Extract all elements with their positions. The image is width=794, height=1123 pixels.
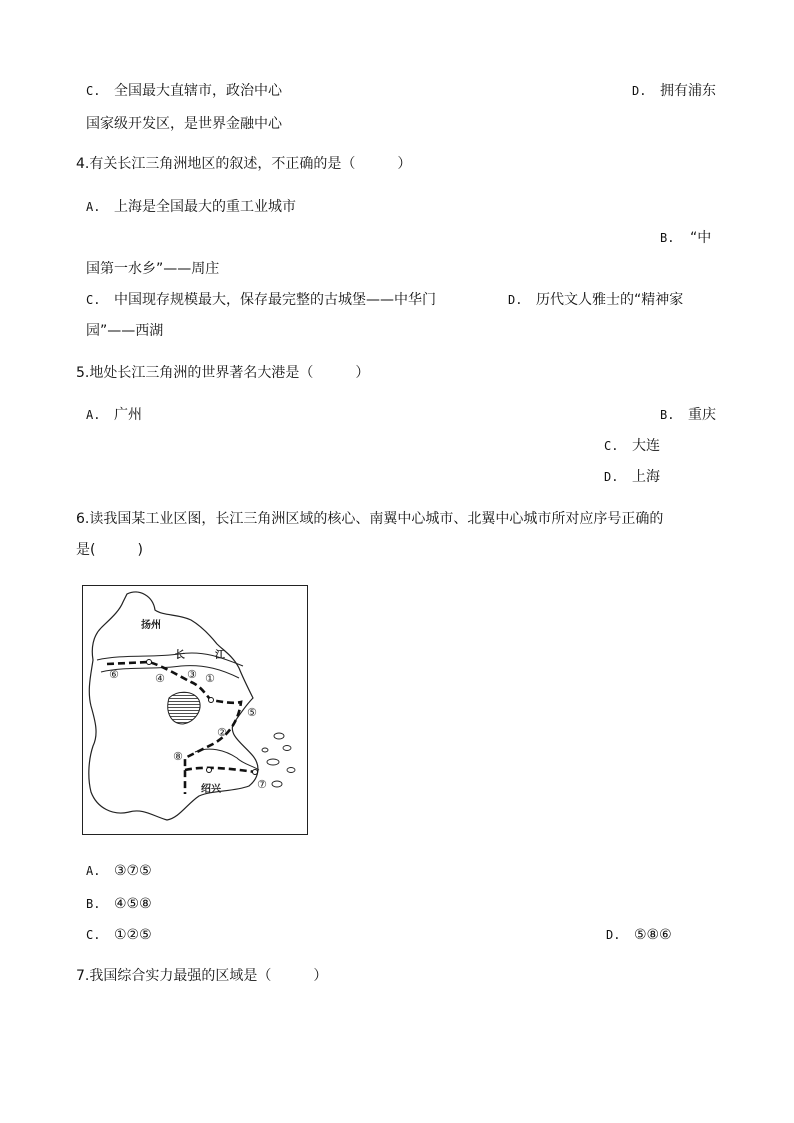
q3-option-c-text: 全国最大直辖市，政治中心: [114, 83, 282, 99]
island: [262, 748, 268, 752]
q3-option-d-letter: D.: [632, 84, 647, 98]
island: [272, 781, 282, 787]
q4-option-b-letter: B.: [660, 231, 675, 245]
q6-option-b-text: ④⑤⑧: [114, 896, 152, 912]
map-number-4: ④: [155, 672, 165, 685]
q4-option-c-letter: C.: [86, 293, 101, 307]
q6-stem-cont: 是( ): [76, 542, 143, 558]
map-number-3: ③: [187, 668, 197, 681]
map-number-8: ⑧: [173, 750, 183, 763]
island: [274, 733, 284, 739]
map-number-1: ①: [205, 672, 215, 685]
q6-stem: 6.读我国某工业区图，长江三角洲区域的核心、南翼中心城市、北翼中心城市所对应序号正确的: [76, 511, 664, 527]
map-label-yangzhou: 扬州: [141, 620, 161, 631]
q4-option-a-letter: A.: [86, 200, 101, 214]
q4-option-a-text: 上海是全国最大的重工业城市: [114, 199, 296, 215]
map-label-shaoxing: 绍兴: [201, 784, 221, 795]
q4-option-d-text-cont: 园”——西湖: [86, 323, 164, 339]
q7-stem: 7.我国综合实力最强的区域是（ ）: [76, 968, 328, 984]
q6-option-d-letter: D.: [606, 928, 621, 942]
q5-option-b-text: 重庆: [688, 407, 716, 423]
map-number-2: ②: [217, 726, 227, 739]
q4-option-d-letter: D.: [508, 293, 523, 307]
island: [283, 746, 291, 751]
q5-option-c-text: 大连: [632, 438, 660, 454]
q4-option-b-text-cont: 国第一水乡”——周庄: [86, 261, 220, 277]
q3-option-d-text: 拥有浦东: [660, 83, 716, 99]
q6-option-a-text: ③⑦⑤: [114, 863, 152, 879]
q4-option-d-text: 历代文人雅士的“精神家: [536, 292, 684, 308]
map-number-6: ⑥: [109, 668, 119, 681]
q5-option-d-text: 上海: [632, 469, 660, 485]
q3-option-c-letter: C.: [86, 84, 101, 98]
q6-option-c-letter: C.: [86, 928, 101, 942]
q5-stem: 5.地处长江三角洲的世界著名大港是（ ）: [76, 365, 370, 381]
q5-option-b-letter: B.: [660, 408, 675, 422]
q4-stem: 4.有关长江三角洲地区的叙述，不正确的是（ ）: [76, 156, 412, 172]
map-number-7: ⑦: [257, 778, 267, 791]
q5-option-c-letter: C.: [604, 439, 619, 453]
river-bank-south: [101, 666, 239, 678]
map-number-5: ⑤: [247, 706, 257, 719]
island: [287, 768, 295, 773]
q5-option-a-letter: A.: [86, 408, 101, 422]
map-label-jiang: 江: [215, 650, 225, 661]
q5-option-d-letter: D.: [604, 470, 619, 484]
q4-option-b-text: “中: [690, 230, 712, 246]
q6-option-b-letter: B.: [86, 897, 101, 911]
q3-option-d-text-cont: 国家级开发区，是世界金融中心: [86, 116, 282, 132]
q6-option-d-text: ⑤⑧⑥: [634, 927, 672, 943]
taihu-lake: [168, 692, 200, 724]
industrial-region-map: [82, 585, 308, 835]
map-label-chang: 长: [175, 650, 185, 661]
q4-option-c-text: 中国现存规模最大，保存最完整的古城堡——中华门: [114, 292, 436, 308]
q5-option-a-text: 广州: [114, 407, 142, 423]
q6-option-a-letter: A.: [86, 864, 101, 878]
island: [267, 759, 279, 765]
q6-option-c-text: ①②⑤: [114, 927, 152, 943]
